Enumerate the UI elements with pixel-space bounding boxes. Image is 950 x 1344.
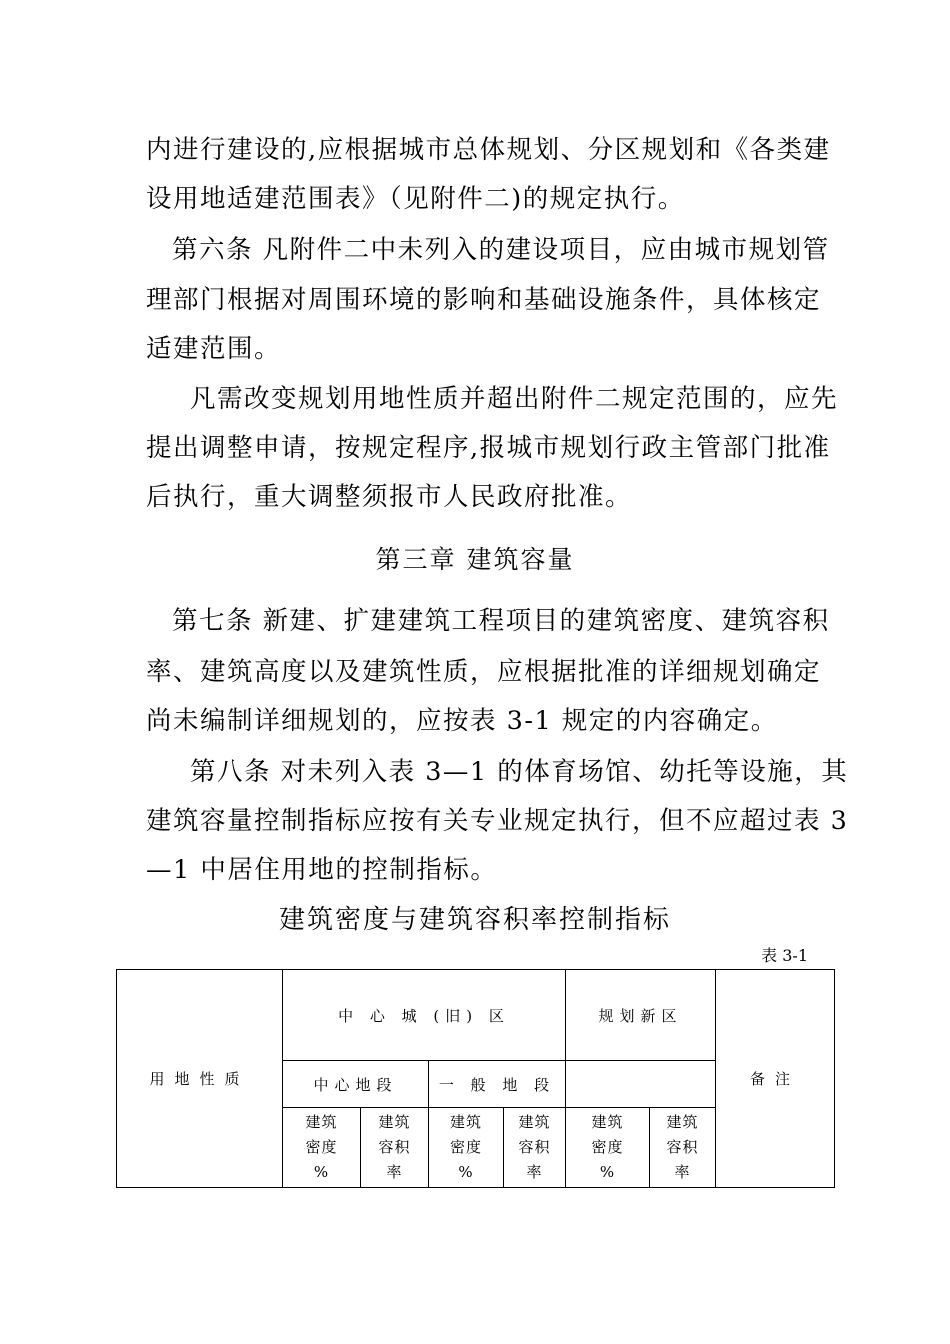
header-central-old-district: 中 心 城 (旧) 区 <box>283 970 566 1061</box>
chapter-heading: 第三章 建筑容量 <box>375 545 575 574</box>
article-6-line: 第六条 凡附件二中未列入的建设项目，应由城市规划管 <box>172 235 830 265</box>
header-land-use: 用地性质 <box>117 970 283 1188</box>
paragraph-line: 内进行建设的,应根据城市总体规划、分区规划和《各类建 <box>146 135 831 165</box>
subheader-far: 建筑 容积 率 <box>650 1108 716 1188</box>
paragraph-line: 提出调整申请，按规定程序,报城市规划行政主管部门批准 <box>146 433 831 463</box>
table-number: 表 3-1 <box>761 946 808 965</box>
control-index-table <box>116 969 835 1188</box>
subheader-far: 建筑 容积 率 <box>504 1108 566 1188</box>
table-title: 建筑密度与建筑容积率控制指标 <box>278 905 671 935</box>
paragraph-line: 率、建筑高度以及建筑性质，应根据批准的详细规划确定 <box>146 657 822 687</box>
paragraph-line: 理部门根据对周围环境的影响和基础设施条件，具体核定 <box>146 285 822 315</box>
paragraph-line: 设用地适建范围表》（见附件二)的规定执行。 <box>146 184 685 214</box>
subheader-density: 建筑 密度 % <box>566 1108 650 1188</box>
header-remarks: 备注 <box>716 970 835 1188</box>
paragraph-line: —1 中居住用地的控制指标。 <box>146 855 498 885</box>
article-8-line: 第八条 对未列入表 3—1 的体育场馆、幼托等设施，其 <box>190 757 849 787</box>
paragraph-line: 凡需改变规划用地性质并超出附件二规定范围的，应先 <box>190 384 839 414</box>
paragraph-line: 适建范围。 <box>146 334 282 364</box>
header-empty-cell <box>566 1061 716 1108</box>
subheader-far: 建筑 容积 率 <box>361 1108 429 1188</box>
paragraph-line: 尚未编制详细规划的，应按表 3-1 规定的内容确定。 <box>146 706 778 736</box>
header-new-district: 规划新区 <box>566 970 716 1061</box>
paragraph-line: 建筑容量控制指标应按有关专业规定执行，但不应超过表 3 <box>146 806 849 836</box>
subheader-density: 建筑 密度 % <box>283 1108 361 1188</box>
header-center-section: 中心地段 <box>283 1061 429 1108</box>
header-general-section: 一 般 地 段 <box>429 1061 566 1108</box>
paragraph-line: 后执行，重大调整须报市人民政府批准。 <box>146 482 633 512</box>
article-7-line: 第七条 新建、扩建建筑工程项目的建筑密度、建筑容积 <box>172 606 830 636</box>
subheader-density: 建筑 密度 % <box>429 1108 504 1188</box>
